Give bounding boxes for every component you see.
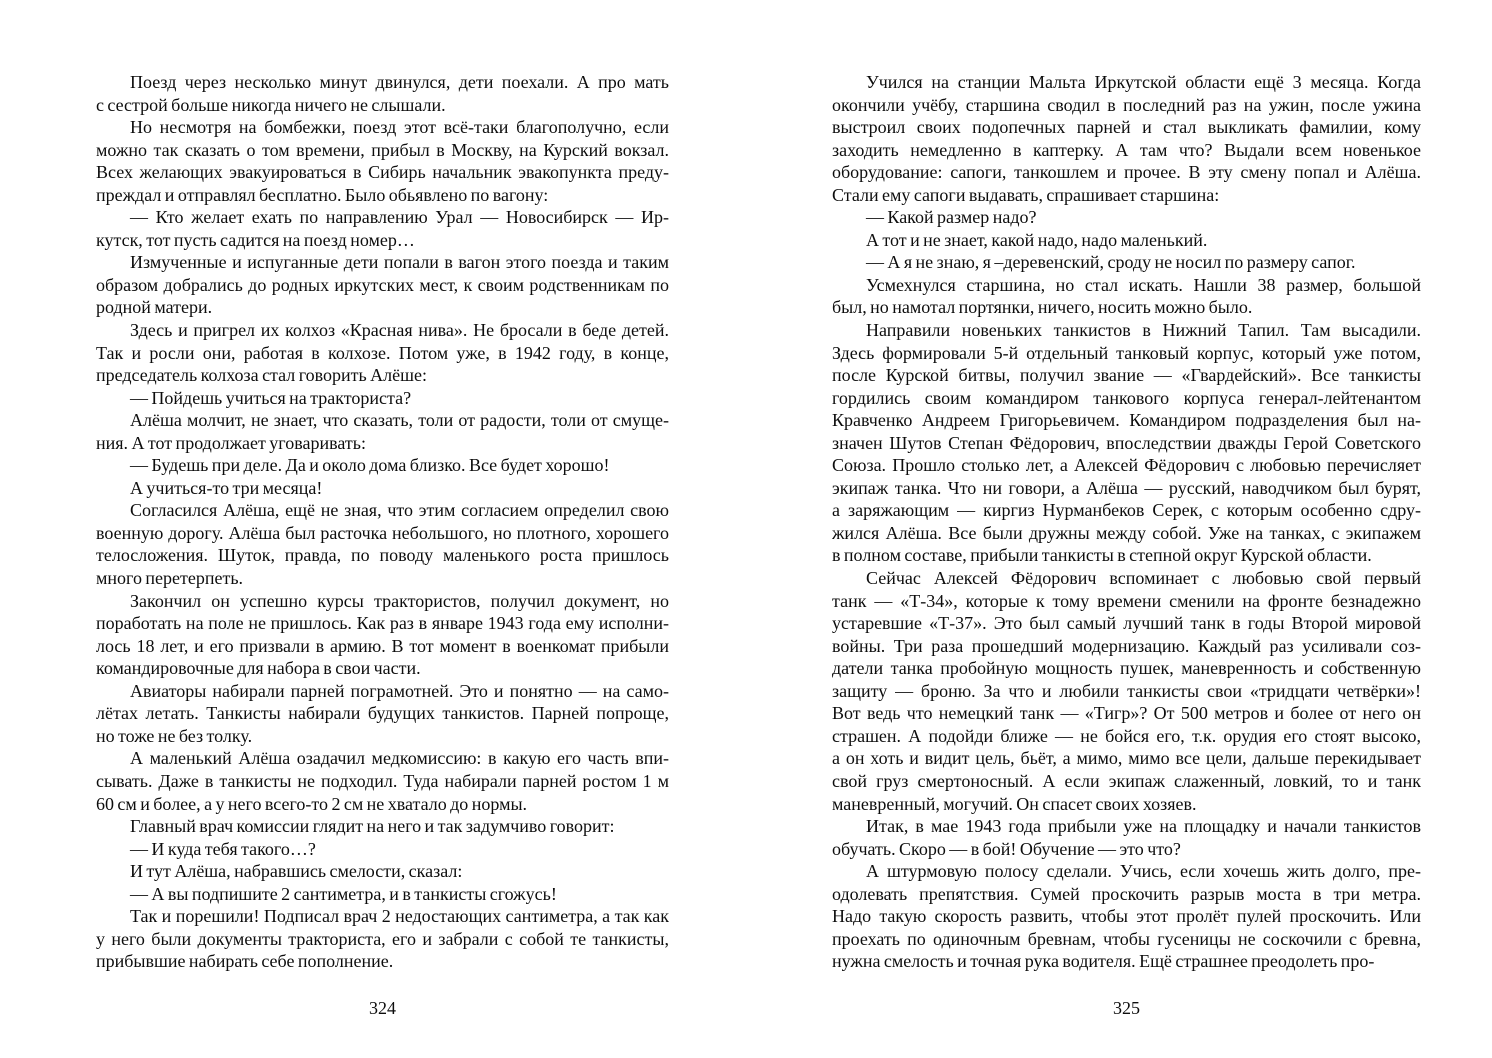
paragraph: [832, 206, 1421, 229]
paragraph: [832, 71, 1421, 206]
text-line: А учиться-то три месяца!: [130, 477, 323, 498]
text-line: председатель колхоза стал говорить Алёше:: [96, 365, 427, 386]
text-line: жился Алёша. Все были дружны между собой. Уже на танках, с экипажем: [832, 522, 1421, 543]
paragraph: [832, 860, 1421, 973]
text-line: у него были документы тракториста, его и забрали с собой те танкисты,: [96, 928, 669, 949]
paragraph: [96, 409, 669, 454]
paragraph: [96, 454, 669, 477]
text-line: Вот ведь что немецкий танк — «Тигр»? От 500 метров и более от него он: [832, 703, 1421, 724]
text-line: заходить немедленно в каптерку. А там что? Выдали всем новенькое: [832, 139, 1421, 160]
text-line: — А вы подпишите 2 сантиметра, и в танкисты сгожусь!: [130, 883, 557, 904]
text-line: а он хоть и видит цель, бьёт, а мимо, мимо все цели, дальше перекидывает: [832, 748, 1421, 769]
text-line: А тот и не знает, какой надо, надо маленький.: [866, 229, 1208, 250]
text-line: образом добрались до родных иркутских мест, к своим родственникам по: [96, 274, 669, 295]
paragraph: [96, 319, 669, 387]
page-number-left: 324: [369, 998, 396, 1018]
text-line: датели танка пробойную мощность пушек, маневренность и собственную: [832, 658, 1421, 679]
text-line: Кравченко Андреем Григорьевичем. Командиром подразделения был на-: [832, 410, 1421, 431]
text-line: в полном составе, прибыли танкисты в степной округ Курской области.: [832, 545, 1372, 566]
text-line: после Курской битвы, получил звание — «Гвардейский». Все танкисты: [832, 365, 1421, 386]
text-line: гордились своим командиром танкового корпуса генерал-лейтенантом: [832, 387, 1421, 408]
paragraph: [832, 274, 1421, 319]
text-line: а заряжающим — киргиз Нурманбеков Серек, с которым особенно сдру-: [832, 500, 1421, 521]
text-line: Сейчас Алексей Фёдорович вспоминает с любовью свой первый: [866, 568, 1421, 589]
paragraph: [96, 905, 669, 973]
text-line: Усмехнулся старшина, но стал искать. Нашли 38 размер, большой: [866, 274, 1421, 295]
text-line: Здесь формировали 5-й отдельный танковый корпус, который уже потом,: [832, 342, 1421, 363]
paragraph: [832, 251, 1421, 274]
page-left-text: [96, 71, 669, 973]
text-line: Направили новеньких танкистов в Нижний Тапил. Там высадили.: [866, 320, 1421, 341]
text-line: Измученные и испуганные дети попали в вагон этого поезда и таким: [130, 252, 669, 273]
text-line: — И куда тебя такого…?: [130, 838, 316, 859]
paragraph: [832, 319, 1421, 567]
text-line: Поезд через несколько минут двинулся, дети поехали. А про мать: [130, 72, 669, 92]
text-line: Здесь и пригрел их колхоз «Красная нива». Не бросали в беде детей.: [130, 320, 669, 341]
text-line: выстроил своих подопечных парней и стал выкликать фамилии, кому: [832, 117, 1421, 138]
text-line: 60 см и более, а у него всего-то 2 см не хватало до нормы.: [96, 793, 528, 814]
text-line: — Кто желает ехать по направлению Урал — Новосибирск — Ир-: [130, 207, 669, 228]
text-line: сывать. Даже в танкисты не подходил. Туда набирали парней ростом 1 м: [96, 770, 669, 791]
text-line: Надо такую скорость развить, чтобы этот пролёт пулей проскочить. Или: [832, 906, 1421, 927]
text-line: Авиаторы набирали парней пограмотней. Это и понятно — на само-: [130, 680, 669, 701]
paragraph: [96, 815, 669, 838]
text-line: защиту — броню. За что и любили танкисты свои «тридцати четвёрки»!: [832, 680, 1421, 701]
text-line: проехать по одиночным бревнам, чтобы гусеницы не соскочили с бревна,: [832, 928, 1421, 949]
text-line: Учился на станции Мальта Иркутской области ещё 3 месяца. Когда: [866, 72, 1421, 92]
text-line: был, но намотал портянки, ничего, носить можно было.: [832, 297, 1253, 318]
text-line: но тоже не без толку.: [96, 725, 253, 746]
text-line: свой груз смертоносный. А если экипаж слаженный, ловкий, то и танк: [832, 770, 1421, 791]
page-right-text: [832, 71, 1421, 973]
paragraph: [96, 387, 669, 410]
text-line: Закончил он успешно курсы трактористов, получил документ, но: [130, 590, 669, 611]
text-line: Алёша молчит, не знает, что сказать, толи от радости, толи от смуще-: [130, 410, 669, 431]
paragraph: [96, 883, 669, 906]
text-line: маневренный, могучий. Он спасет своих хозяев.: [832, 793, 1197, 814]
text-line: А штурмовую полосу сделали. Учись, если хочешь жить долго, пре-: [866, 861, 1421, 882]
text-line: прибывшие набирать себе пополнение.: [96, 951, 394, 972]
text-line: Всех желающих эвакуироваться в Сибирь начальник эвакопункта преду-: [96, 162, 669, 183]
paragraph: [96, 860, 669, 883]
text-line: Но несмотря на бомбежки, поезд этот всё-таки благополучно, если: [130, 117, 669, 138]
text-line: значен Шутов Степан Фёдорович, впоследствии дважды Герой Советского: [832, 432, 1421, 453]
paragraph: [96, 251, 669, 319]
text-line: ния. А тот продолжает уговаривать:: [96, 432, 366, 453]
text-line: телосложения. Шуток, правда, по поводу маленького роста пришлось: [96, 545, 669, 566]
paragraph: [832, 229, 1421, 252]
page-right: [832, 71, 1421, 1031]
text-line: нужна смелость и точная рука водителя. Ещё страшнее преодолеть про-: [832, 951, 1375, 972]
paragraph: [96, 116, 669, 206]
text-line: с сестрой больше никогда ничего не слышали.: [96, 94, 446, 115]
paragraph: [832, 815, 1421, 860]
page-number-right: 325: [1113, 998, 1140, 1018]
paragraph: [832, 567, 1421, 815]
text-line: окончили учёбу, старшина сводил в последний раз на ужин, после ужина: [832, 94, 1421, 115]
text-line: — Пойдешь учиться на тракториста?: [130, 387, 412, 408]
text-line: устаревшие «Т-37». Это был самый лучший танк в годы Второй мировой: [832, 613, 1421, 634]
text-line: танк — «Т-34», которые к тому времени сменили на фронте безнадежно: [832, 590, 1421, 611]
text-line: Согласился Алёша, ещё не зная, что этим согласием определил свою: [130, 500, 669, 521]
text-line: Стали ему сапоги выдавать, спрашивает старшина:: [832, 184, 1220, 205]
text-line: Главный врач комиссии глядит на него и так задумчиво говорит:: [130, 816, 615, 837]
text-line: оборудование: сапоги, танкошлем и прочее. В эту смену попал и Алёша.: [832, 162, 1421, 183]
paragraph: [96, 680, 669, 748]
page-left: [96, 71, 669, 1031]
text-line: — Какой размер надо?: [866, 207, 1037, 228]
text-line: много перетерпеть.: [96, 568, 244, 589]
paragraph: [96, 499, 669, 589]
text-line: командировочные для набора в свои части.: [96, 658, 421, 679]
text-line: войны. Три раза прошедший модернизацию. Каждый раз усиливали соз-: [832, 635, 1421, 656]
text-line: обучать. Скоро — в бой! Обучение — это что?: [832, 838, 1181, 859]
text-line: поработать на поле не пришлось. Как раз в январе 1943 года ему исполни-: [96, 613, 669, 634]
text-line: преждал и отправлял бесплатно. Было обьявлено по вагону:: [96, 184, 549, 205]
text-line: А маленький Алёша озадачил медкомиссию: в какую его часть впи-: [130, 748, 669, 769]
paragraph: [96, 206, 669, 251]
text-line: Так и росли они, работая в колхозе. Потом уже, в 1942 году, в конце,: [96, 342, 669, 363]
text-line: Союза. Прошло столько лет, а Алексей Фёдорович с любовью перечисляет: [832, 455, 1421, 476]
paragraph: [96, 747, 669, 815]
paragraph: [96, 590, 669, 680]
text-line: можно так сказать о том времени, прибыл в Москву, на Курский вокзал.: [96, 139, 669, 160]
text-line: Итак, в мае 1943 года прибыли уже на площадку и начали танкистов: [866, 816, 1421, 837]
text-line: экипаж танка. Что ни говори, а Алёша — русский, наводчиком был бурят,: [832, 477, 1421, 498]
text-line: военную дорогу. Алёша был расточка небольшого, но плотного, хорошего: [96, 522, 669, 543]
text-line: родной матери.: [96, 297, 213, 318]
text-line: страшен. А подойди ближе — не бойся его, т.к. орудия его стоят высоко,: [832, 725, 1421, 746]
text-line: — Будешь при деле. Да и около дома близко. Все будет хорошо!: [130, 455, 610, 476]
text-line: И тут Алёша, набравшись смелости, сказал:: [130, 861, 463, 882]
text-line: лётах летать. Танкисты набирали будущих танкистов. Парней попроще,: [96, 703, 669, 724]
text-line: кутск, тот пусть садится на поезд номер…: [96, 229, 415, 250]
text-line: — А я не знаю, я –деревенский, сроду не носил по размеру сапог.: [866, 252, 1356, 273]
text-line: лось 18 лет, и его призвали в армию. В тот момент в военкомат прибыли: [96, 635, 669, 656]
paragraph: [96, 838, 669, 861]
paragraph: [96, 71, 669, 116]
text-line: одолевать препятствия. Сумей проскочить разрыв моста в три метра.: [832, 883, 1421, 904]
paragraph: [96, 477, 669, 500]
text-line: Так и порешили! Подписал врач 2 недостающих сантиметра, а так как: [130, 906, 669, 927]
